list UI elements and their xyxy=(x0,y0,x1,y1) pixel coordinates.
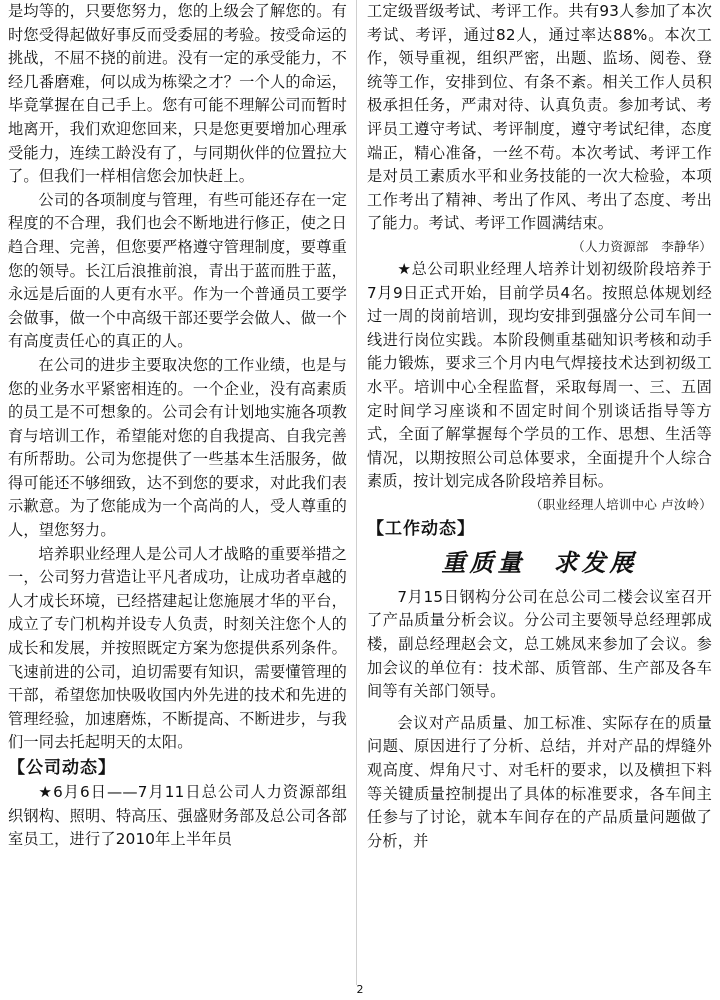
paragraph-company-rules: 公司的各项制度与管理，有些可能还存在一定程度的不合理，我们也会不断地进行修正，使之日趋合理、完善，但您要严格遵守管理制度，要尊重您的领导。长江后浪推前浪，青出于蓝而胜于蓝，永远是后面的人更有水平。作为一个普通员工要学会做事，做一个中高级干部还要学会做人、做一个有高度责任心的真正的人。 xyxy=(8,190,347,351)
paragraph-meeting: 7月15日钢构分公司在总公司二楼会议室召开了产品质量分析会议。分公司主要领导总经理郭成楼，副总经理赵会文，总工姚凤来参加了会议。参加会议的单位有：技术部、质管部、生产部及各车间等有关部门领导。 xyxy=(367,587,712,701)
left-column xyxy=(8,0,347,852)
paragraph-gap xyxy=(367,704,712,712)
section-heading-work-news: 【工作动态】 xyxy=(367,518,475,539)
paragraph-meeting-analysis: 会议对产品质量、加工标准、实际存在的质量问题、原因进行了分析、总结，并对产品的焊缝外观高度、焊角尺寸、对毛杆的要求，以及横担下料等关键质量控制提出了具体的标准要求，各车间主任参与了讨论，就本车间存在的产品质量问题做了分析，并 xyxy=(367,713,712,850)
article-headline: 重质量 求发展 xyxy=(441,547,638,577)
column-divider xyxy=(356,0,357,985)
right-column xyxy=(367,0,712,853)
paragraph-exam-continued: 工定级晋级考试、考评工作。共有93人参加了本次考试、考评，通过82人，通过率达88%。本次工作，领导重视，组织严密，出题、监场、阅卷、登统等工作，安排到位、有条不紊。相关工作人员积极承担任务，严肃对待、认真负责。参加考试、考评员工遵守考试、考评制度，遵守考试纪律，态度端正，精心准备，一丝不苟。本次考试、考评工作是对员工素质水平和业务技能的一次大检验，本项工作考出了精神、考出了作风、考出了态度、考出了能力。考试、考评工作圆满结束。 xyxy=(367,2,712,233)
section-heading-company-news: 【公司动态】 xyxy=(8,758,116,778)
paragraph-continued: 是均等的，只要您努力，您的上级会了解您的。有时您受得起做好事反而受委屈的考验。按受命运的挑战，不屈不挠的前进。没有一定的承受能力，不经几番磨难，何以成为栋梁之才？一个人的命运，毕竟掌握在自己手上。您有可能不理解公司而暂时地离开，我们欢迎您回来，只是您更要增加心理承受能力，连续工龄没有了，与同期伙伴的位置拉大了。但我们一样相信您会加快赶上。 xyxy=(8,2,347,186)
paragraph-manager-program: ★总公司职业经理人培养计划初级阶段培养于7月9日正式开始，目前学员4名。按照总体规划经过一周的岗前培训，现均安排到强盛分公司车间一线进行岗位实践。本阶段侧重基础知识考核和动手能力锻炼，要求三个月内电气焊接技术达到初级工水平。培训中心全程监督，采取每周一、三、五固定时间学习座谈和不固定时间个别谈话指导等方式，全面了解掌握每个学员的工作、思想、生活等情况，以期按照公司总体要求，全面提升个人综合素质，按计划完成各阶段培养目标。 xyxy=(367,259,712,491)
paragraph-progress: 在公司的进步主要取决您的工作业绩，也是与您的业务水平紧密相连的。一个企业，没有高素质的员工是不可想象的。公司会有计划地实施各项教育与培训工作，希望能对您的自我提高、自我完善有所帮助。公司为您提供了一些基本生活服务，做得可能还不够细致，达不到您的要求，对此我们表示歉意。为了您能成为一个高尚的人，受人尊重的人，望您努力。 xyxy=(8,355,347,540)
page-number: 2 xyxy=(356,983,364,996)
signature-training-center: （职业经理人培训中心 卢汝岭） xyxy=(530,496,712,512)
signature-hr: （人力资源部 李静华） xyxy=(572,238,712,254)
paragraph-manager-training: 培养职业经理人是公司人才战略的重要举措之一，公司努力营造让平凡者成功，让成功者卓越的人才成长环境，已经搭建起让您施展才华的平台，成立了专门机构并设专人负责，时刻关注您个人的成长和发展，并按照既定方案为您提供系列条件。飞速前进的公司，迫切需要有知识，需要懂管理的干部，希望您加快吸收国内外先进的技术和先进的管理经验，加速磨炼，不断提高、不断进步，与我们一同去托起明天的太阳。 xyxy=(8,544,347,752)
paragraph-news-exam: ★6月6日——7月11日总公司人力资源部组织钢构、照明、特高压、强盛财务部及总公司各部室员工，进行了2010年上半年员 xyxy=(8,783,347,849)
